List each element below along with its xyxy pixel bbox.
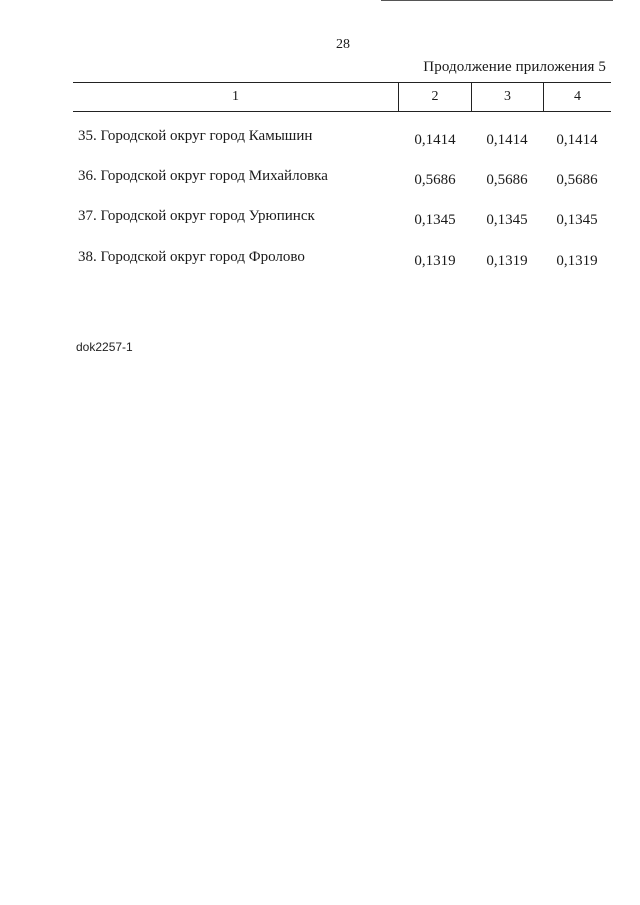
row-value-col-4: 0,1414 (556, 132, 598, 148)
row-value-col-4: 0,1345 (556, 212, 598, 228)
row-name: 36. Городской округ город Михайловка (78, 168, 328, 184)
table-row (0, 128, 640, 150)
table-row (0, 208, 640, 230)
top-divider-line (381, 0, 613, 1)
table-row (0, 168, 640, 190)
row-value-col-2: 0,1345 (414, 212, 456, 228)
header-col-3: 3 (471, 83, 543, 111)
document-code: dok2257-1 (76, 340, 133, 354)
row-value-col-2: 0,5686 (414, 172, 456, 188)
row-name: 38. Городской округ город Фролово (78, 249, 305, 265)
row-value-col-3: 0,5686 (486, 172, 528, 188)
row-value-col-4: 0,5686 (556, 172, 598, 188)
page-number: 28 (336, 37, 350, 52)
row-value-col-3: 0,1345 (486, 212, 528, 228)
row-name: 37. Городской округ город Урюпинск (78, 208, 315, 224)
header-col-1: 1 (232, 89, 239, 104)
row-value-col-2: 0,1414 (414, 132, 456, 148)
row-value-col-3: 0,1319 (486, 253, 528, 269)
row-value-col-4: 0,1319 (556, 253, 598, 269)
table-row (0, 249, 640, 271)
row-name: 35. Городской округ город Камышин (78, 128, 313, 144)
row-value-col-3: 0,1414 (486, 132, 528, 148)
row-value-col-2: 0,1319 (414, 253, 456, 269)
appendix-title: Продолжение приложения 5 (423, 59, 606, 75)
table-header (73, 82, 611, 112)
header-col-2: 2 (398, 83, 471, 111)
header-col-4: 4 (543, 83, 611, 111)
